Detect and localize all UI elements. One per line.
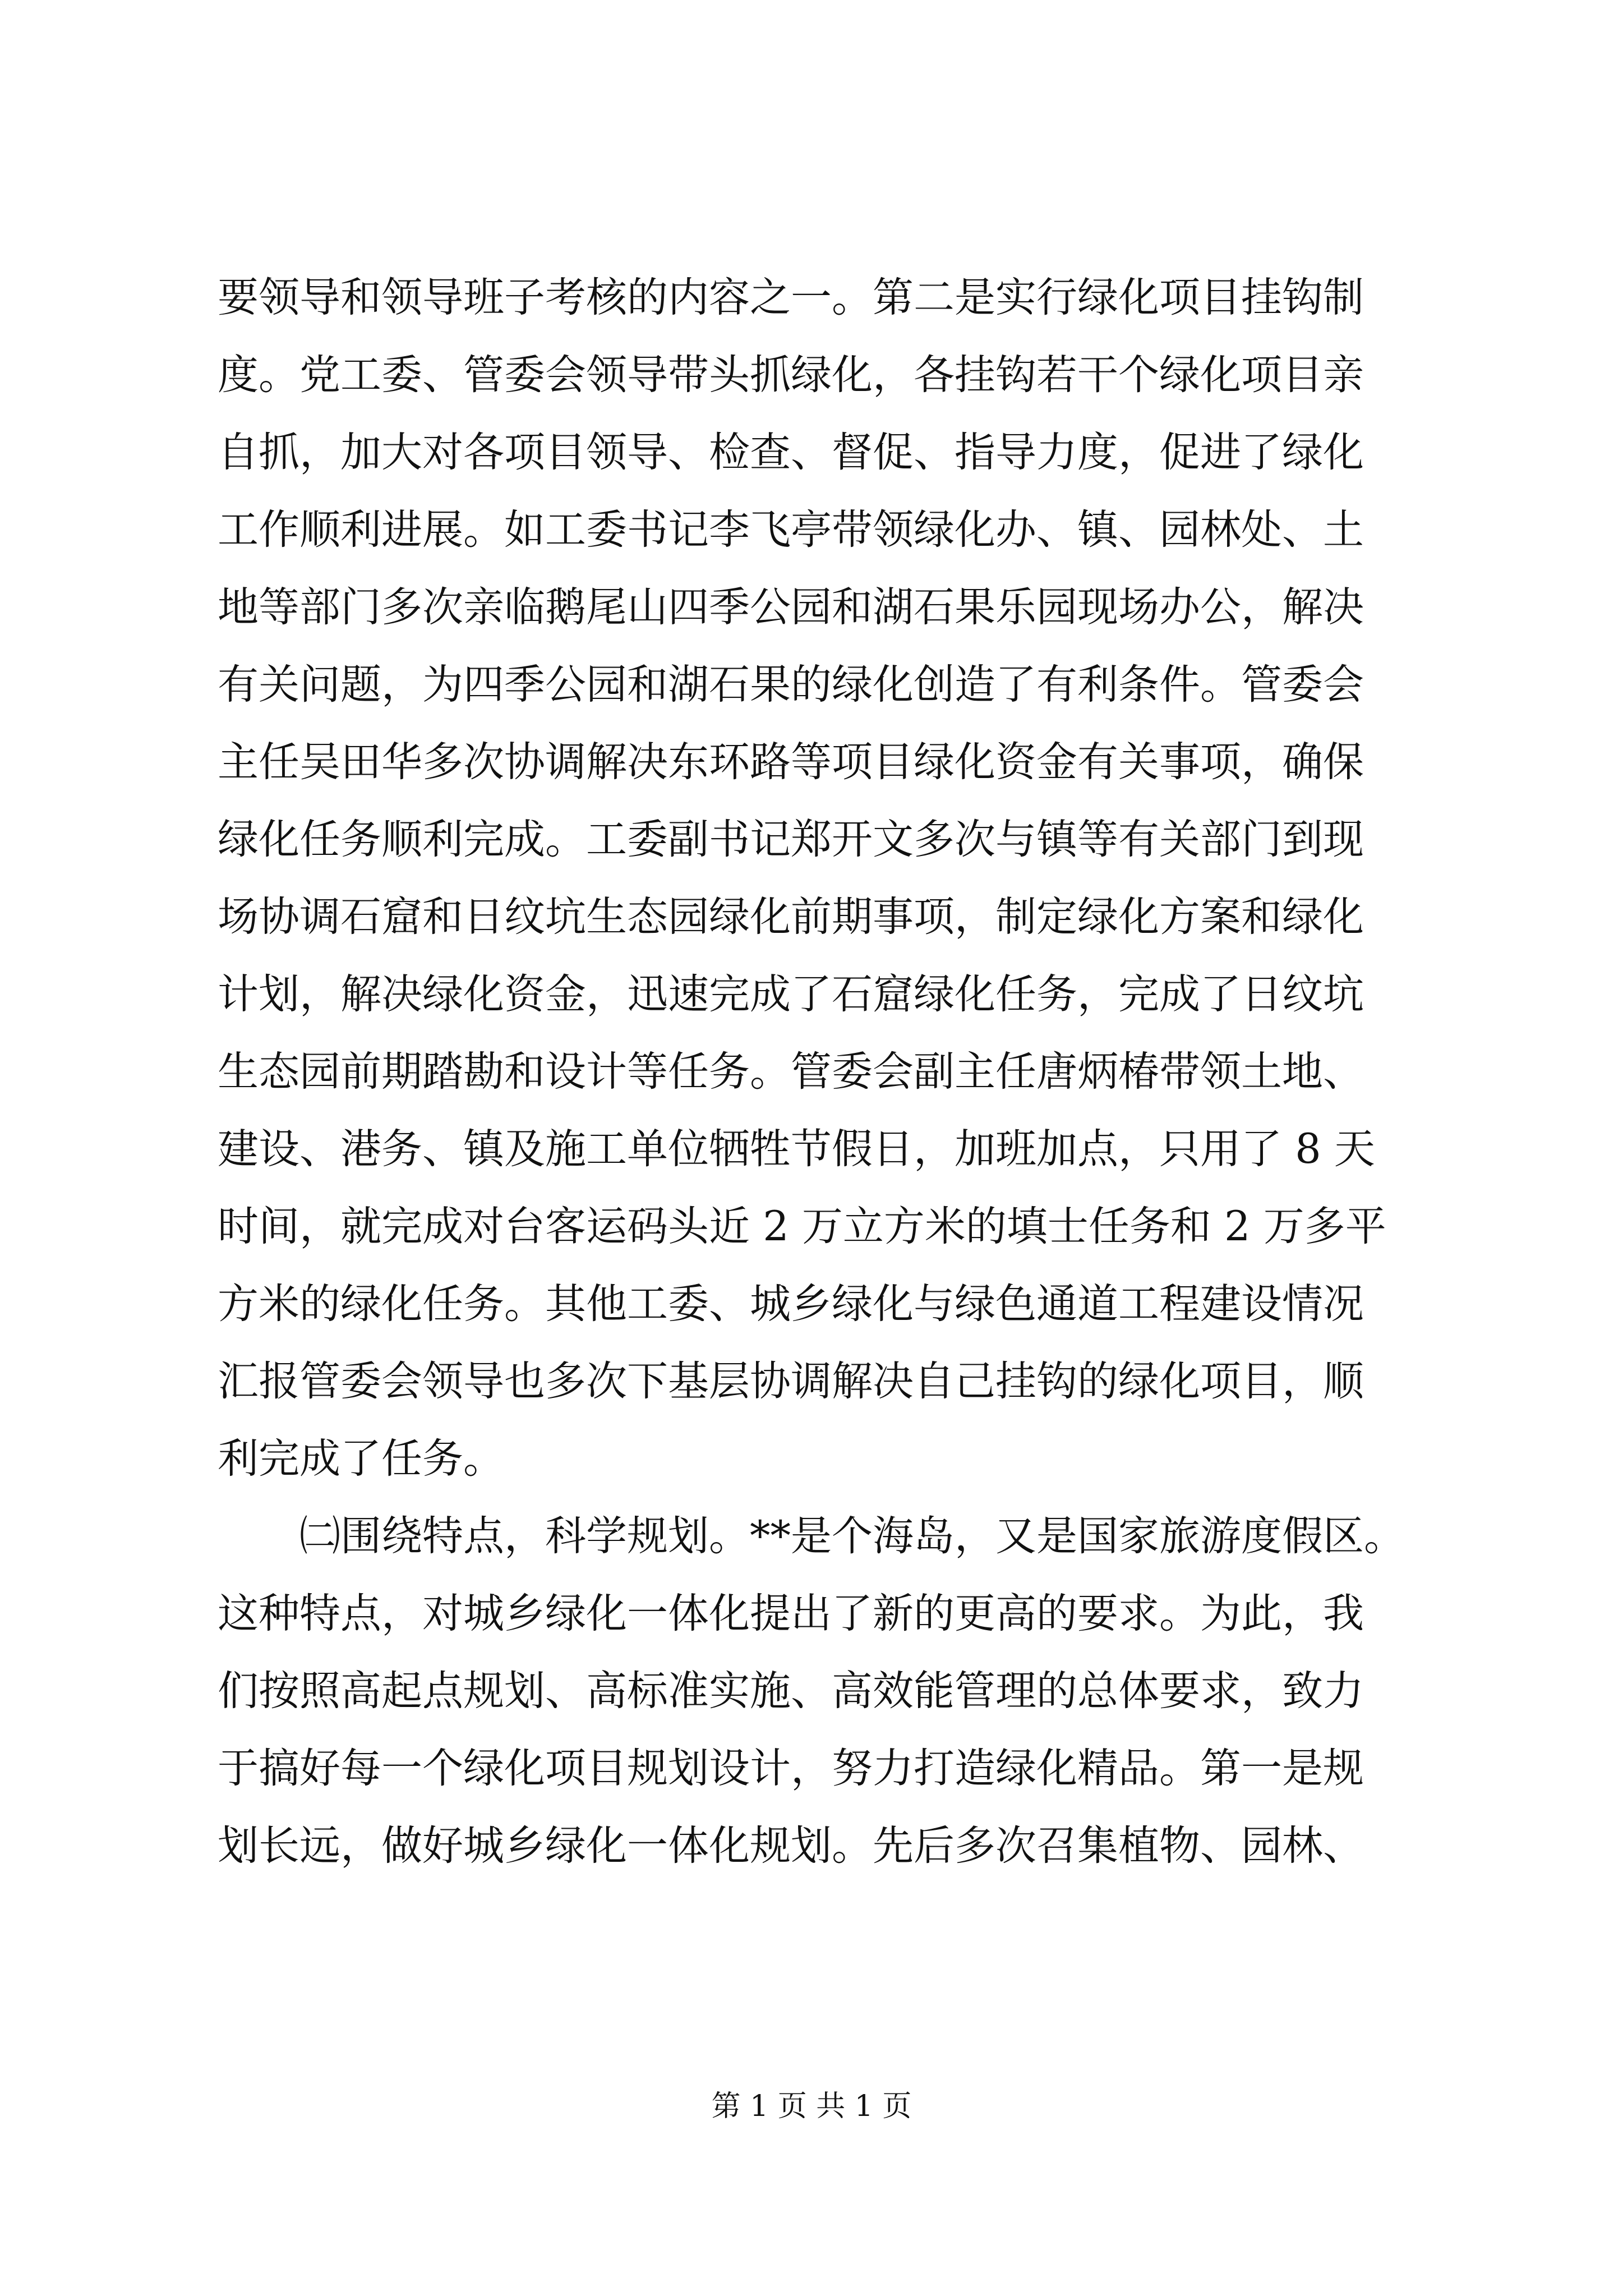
text-line: 要领导和领导班子考核的内容之一。第二是实行绿化项目挂钩制: [218, 274, 1364, 321]
text-line: 们按照高起点规划、高标准实施、高效能管理的总体要求，致力: [218, 1667, 1364, 1715]
text-line: 绿化任务顺利完成。工委副书记郑开文多次与镇等有关部门到现: [218, 816, 1364, 863]
text-line: 有关问题，为四季公园和湖石果的绿化创造了有利条件。管委会: [218, 661, 1364, 708]
body-text: [218, 259, 1429, 1885]
text-line: 时间，就完成对台客运码头近 2 万立方米的填士任务和 2 万多平: [218, 1203, 1386, 1250]
paragraph-start-line: ㈡围绕特点，科学规划。**是个海岛，又是国家旅游度假区。: [299, 1512, 1405, 1560]
text-line: 生态园前期踏勘和设计等任务。管委会副主任唐炳椿带领土地、: [218, 1048, 1364, 1096]
text-line: 工作顺利进展。如工委书记李飞亭带领绿化办、镇、园林处、土: [218, 506, 1364, 554]
text-line: 利完成了任务。: [218, 1435, 504, 1483]
text-line: 汇报管委会领导也多次下基层协调解决自己挂钩的绿化项目，顺: [218, 1358, 1364, 1405]
text-line: 划长远，做好城乡绿化一体化规划。先后多次召集植物、园林、: [218, 1822, 1364, 1870]
text-line: 计划，解决绿化资金，迅速完成了石窟绿化任务，完成了日纹坑: [218, 970, 1364, 1018]
text-line: 建设、港务、镇及施工单位牺牲节假日，加班加点，只用了 8 天: [218, 1125, 1375, 1173]
text-line: 主任吴田华多次协调解决东环路等项目绿化资金有关事项，确保: [218, 738, 1364, 786]
text-line: 这种特点，对城乡绿化一体化提出了新的更高的要求。为此，我: [218, 1590, 1364, 1637]
text-line: 自抓，加大对各项目领导、检查、督促、指导力度，促进了绿化: [218, 429, 1364, 476]
text-line: 于搞好每一个绿化项目规划设计，努力打造绿化精品。第一是规: [218, 1745, 1364, 1792]
text-line: 度。党工委、管委会领导带头抓绿化，各挂钩若干个绿化项目亲: [218, 351, 1364, 399]
text-line: 场协调石窟和日纹坑生态园绿化前期事项，制定绿化方案和绿化: [218, 893, 1364, 941]
page-footer: 第 1 页 共 1 页: [711, 2090, 912, 2123]
text-line: 地等部门多次亲临鹅尾山四季公园和湖石果乐园现场办公，解决: [218, 583, 1364, 631]
text-line: 方米的绿化任务。其他工委、城乡绿化与绿色通道工程建设情况: [218, 1280, 1364, 1328]
